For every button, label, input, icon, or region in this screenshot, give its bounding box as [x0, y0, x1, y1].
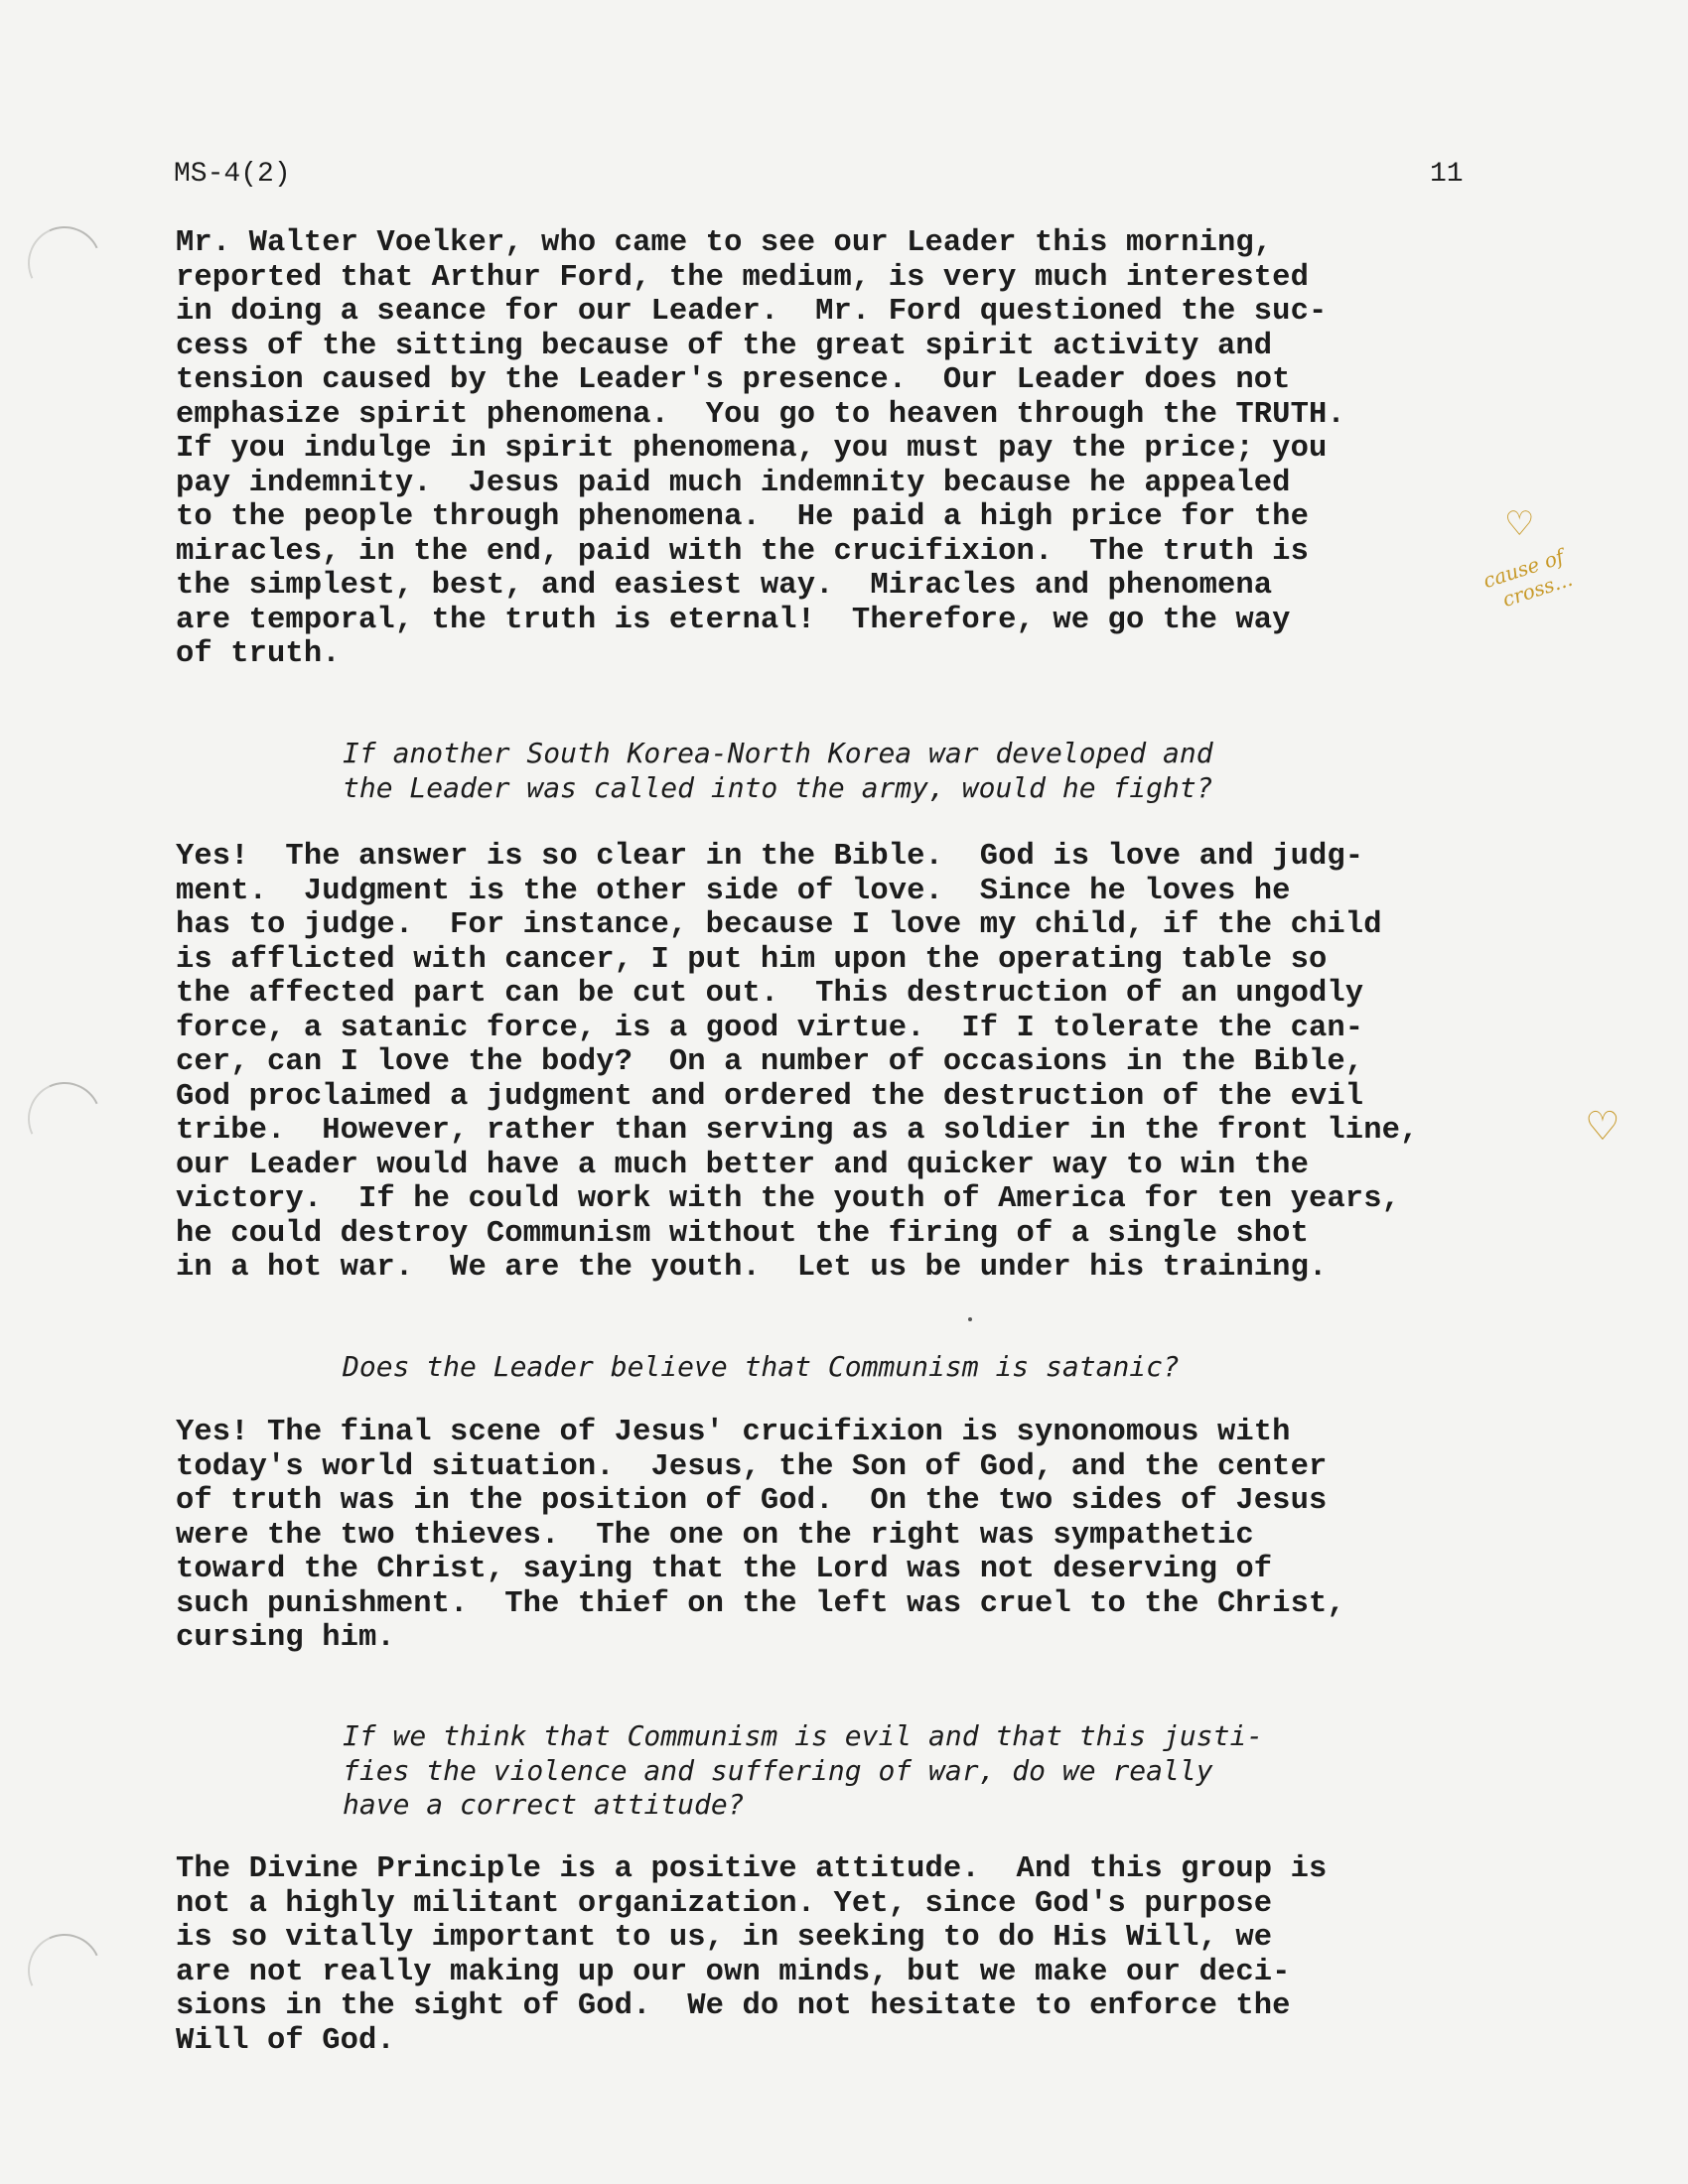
paragraph-judgment-love: Yes! The answer is so clear in the Bible. God is love and judg- ment. Judgment is the other side of love. Since he loves he has to judge. For instance, because I love my child, if the child is afflicted with cancer, I put him upon the operating table so the affected part can be cut out. This destruction of an ungodly force, a satanic force, is a good virtue. If I tolerate the can- cer, can I love the body? On a number of occasions in the Bible, God proclaimed a judgment and ordered the destruction of the evil tribe. However, rather than serving as a soldier in the front line, our Leader would have a much better and quicker way to win the victory. If he could work with the youth of America for ten years, he could destroy Communism without the firing of a single shot in a hot war. We are the youth. Let us be under his training.	[176, 840, 1419, 1285]
paragraph-divine-principle: The Divine Principle is a positive attitude. And this group is not a highly militant organization. Yet, since God's purpose is so vitally important to us, in seeking to do His Will, we are not really making up our own minds, but we make our deci- sions in the sight of God. We do not hesitate to enforce the Will of God.	[176, 1852, 1328, 2058]
paragraph-crucifixion: Yes! The final scene of Jesus' crucifixion is synonomous with today's world situation. Jesus, the Son of God, and the center of truth was in the position of God. On the two sides of Jesus were the two thieves. The one on the right was sympathetic toward the Christ, saying that the Lord was not deserving of such punishment. The thief on the left was cruel to the Christ, cursing him.	[176, 1416, 1345, 1655]
page-number: 11	[1430, 159, 1464, 190]
stray-mark	[968, 1317, 972, 1321]
handwritten-note: cause of cross...	[1479, 544, 1576, 615]
question-korea-war: If another South Korea-North Korea war developed and the Leader was called into the army, would he fight?	[343, 737, 1213, 804]
question-correct-attitude: If we think that Communism is evil and that this justi- fies the violence and suffering of war, do we really have a correct attitude?	[343, 1719, 1264, 1821]
punch-hole-bottom	[18, 1924, 112, 2018]
paragraph-voelker-seance: Mr. Walter Voelker, who came to see our Leader this morning, reported that Arthur Ford, the medium, is very much interested in doing a seance for our Leader. Mr. Ford questioned the suc- cess of the sitting because of the great spirit activity and tension caused by the Leader's presence. Our Leader does not emphasize spirit phenomena. You go to heaven through the TRUTH. If you indulge in spirit phenomena, you must pay the price; you pay indemnity. Jesus paid much indemnity because he appealed to the people through phenomena. He paid a high price for the miracles, in the end, paid with the crucifixion. The truth is the simplest, best, and easiest way. Miracles and phenomena are temporal, the truth is eternal! Therefore, we go the way of truth.	[176, 226, 1345, 671]
heart-annotation-icon-2: ♡	[1585, 1104, 1620, 1150]
question-communism-satanic: Does the Leader believe that Communism is satanic?	[343, 1350, 1180, 1383]
document-id: MS-4(2)	[174, 159, 291, 190]
punch-hole-middle	[18, 1072, 112, 1166]
heart-annotation-icon: ♡	[1504, 504, 1535, 544]
punch-hole-top	[18, 216, 112, 311]
